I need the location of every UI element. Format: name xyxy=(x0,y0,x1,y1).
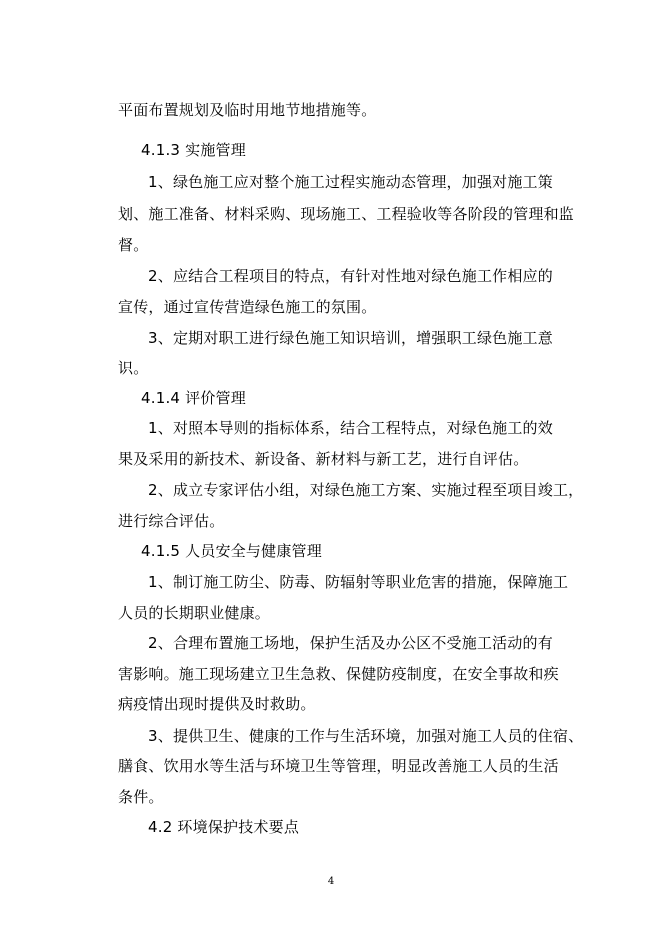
body-text-line: 人员的长期职业健康。 xyxy=(118,604,271,622)
body-text-line: 宣传，通过宣传营造绿色施工的氛围。 xyxy=(118,298,377,316)
body-text-line: 条件。 xyxy=(118,788,164,806)
body-text-line: 平面布置规划及临时用地节地措施等。 xyxy=(118,101,377,119)
body-text-line: 1、制订施工防尘、防毒、防辐射等职业危害的措施，保障施工 xyxy=(148,573,569,591)
body-text-line: 1、对照本导则的指标体系，结合工程特点，对绿色施工的效 xyxy=(148,419,553,437)
body-text-line: 1、绿色施工应对整个施工过程实施动态管理，加强对施工策 xyxy=(148,173,553,191)
page-number: 4 xyxy=(327,876,335,887)
body-text-line: 划、施工准备、材料采购、现场施工、工程验收等各阶段的管理和监 xyxy=(118,205,575,223)
body-text-line: 病疫情出现时提供及时救助。 xyxy=(118,695,316,713)
body-text-line: 3、定期对职工进行绿色施工知识培训，增强职工绿色施工意 xyxy=(148,329,553,347)
body-text-line: 2、应结合工程项目的特点，有针对性地对绿色施工作相应的 xyxy=(148,267,553,285)
body-text-line: 2、成立专家评估小组，对绿色施工方案、实施过程至项目竣工， xyxy=(148,481,584,499)
section-heading: 4.2 环境保护技术要点 xyxy=(148,818,300,836)
section-heading: 4.1.3 实施管理 xyxy=(141,141,246,159)
body-text-line: 果及采用的新技术、新设备、新材料与新工艺，进行自评估。 xyxy=(118,450,529,468)
body-text-line: 督。 xyxy=(118,236,149,254)
body-text-line: 进行综合评估。 xyxy=(118,512,225,530)
section-heading: 4.1.5 人员安全与健康管理 xyxy=(141,542,322,560)
body-text-line: 2、合理布置施工场地，保护生活及办公区不受施工活动的有 xyxy=(148,634,553,652)
body-text-line: 膳食、饮用水等生活与环境卫生等管理，明显改善施工人员的生活 xyxy=(118,757,559,775)
body-text-line: 识。 xyxy=(118,359,149,377)
body-text-line: 害影响。施工现场建立卫生急救、保健防疫制度，在安全事故和疾 xyxy=(118,665,559,683)
body-text-line: 3、提供卫生、健康的工作与生活环境，加强对施工人员的住宿、 xyxy=(148,727,584,745)
section-heading: 4.1.4 评价管理 xyxy=(141,389,246,407)
